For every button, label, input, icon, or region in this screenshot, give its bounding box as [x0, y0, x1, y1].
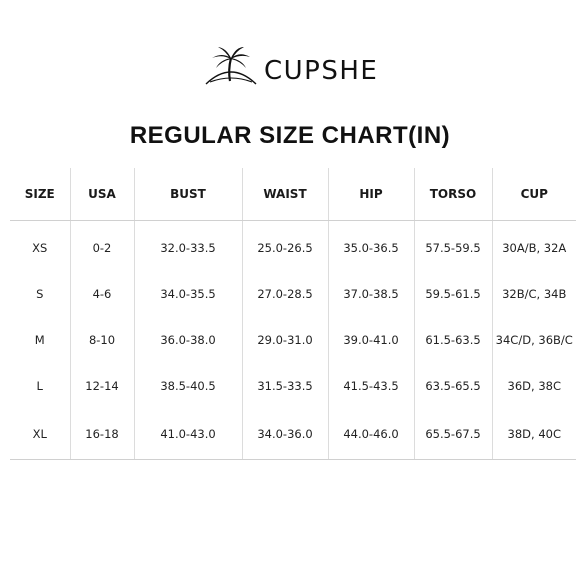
brand-name: CUPSHE: [264, 56, 379, 86]
table-row: [10, 317, 576, 363]
bust-cell: 36.0-38.0: [134, 317, 242, 363]
torso-cell: 63.5-65.5: [414, 363, 492, 409]
hip-cell: 39.0-41.0: [328, 317, 414, 363]
size-cell: S: [10, 271, 70, 317]
palm-tree-island-icon: [200, 44, 262, 90]
usa-cell: 16-18: [70, 409, 134, 460]
column-header-torso: TORSO: [414, 168, 492, 221]
hip-cell: 37.0-38.5: [328, 271, 414, 317]
bust-cell: 32.0-33.5: [134, 221, 242, 272]
waist-cell: 29.0-31.0: [242, 317, 328, 363]
hip-cell: 35.0-36.5: [328, 221, 414, 272]
column-header-usa: USA: [70, 168, 134, 221]
size-cell: L: [10, 363, 70, 409]
waist-cell: 25.0-26.5: [242, 221, 328, 272]
torso-cell: 57.5-59.5: [414, 221, 492, 272]
usa-cell: 4-6: [70, 271, 134, 317]
waist-cell: 34.0-36.0: [242, 409, 328, 460]
usa-cell: 8-10: [70, 317, 134, 363]
cup-cell: 36D, 38C: [507, 379, 561, 393]
torso-cell: 65.5-67.5: [414, 409, 492, 460]
table-header-row: [10, 168, 576, 221]
chart-title: REGULAR SIZE CHART(IN): [129, 122, 451, 149]
table-row: [10, 409, 576, 460]
size-cell: XL: [10, 409, 70, 460]
table-row: [10, 221, 576, 272]
column-header-waist: WAIST: [242, 168, 328, 221]
size-cell: M: [10, 317, 70, 363]
size-chart-table: [10, 168, 576, 460]
cup-cell: 38D, 40C: [492, 409, 576, 460]
cup-cell: 34C/D, 36B/C: [495, 333, 573, 347]
brand-logo: [200, 42, 378, 92]
waist-cell: 27.0-28.5: [242, 271, 328, 317]
hip-cell: 41.5-43.5: [328, 363, 414, 409]
table-row: [10, 271, 576, 317]
bust-cell: 34.0-35.5: [134, 271, 242, 317]
waist-cell: 31.5-33.5: [242, 363, 328, 409]
usa-cell: 0-2: [70, 221, 134, 272]
bust-cell: 38.5-40.5: [134, 363, 242, 409]
usa-cell: 12-14: [70, 363, 134, 409]
torso-cell: 61.5-63.5: [414, 317, 492, 363]
column-header-hip: HIP: [328, 168, 414, 221]
column-header-cup: CUP: [492, 168, 576, 221]
cup-cell: 32B/C, 34B: [502, 287, 567, 301]
torso-cell: 59.5-61.5: [414, 271, 492, 317]
column-header-bust: BUST: [134, 168, 242, 221]
hip-cell: 44.0-46.0: [328, 409, 414, 460]
cup-cell: 30A/B, 32A: [502, 241, 567, 255]
size-cell: XS: [10, 221, 70, 272]
bust-cell: 41.0-43.0: [134, 409, 242, 460]
column-header-size: SIZE: [10, 168, 70, 221]
table-row: [10, 363, 576, 409]
